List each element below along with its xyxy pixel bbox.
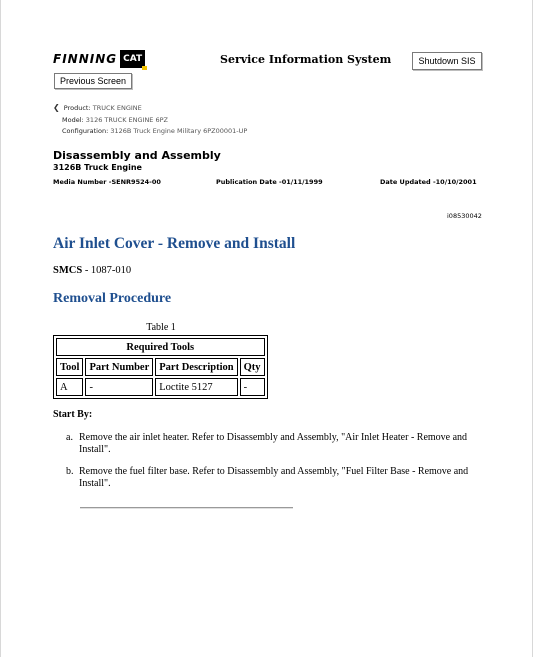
table-title: Required Tools (56, 338, 265, 356)
table-caption: Table 1 (146, 322, 176, 333)
header-part-description: Part Description (155, 358, 237, 376)
list-item (66, 466, 486, 490)
header-tool: Tool (56, 358, 83, 376)
meta-configuration (62, 127, 247, 135)
start-by-label: Start By: (53, 409, 93, 420)
previous-screen-button[interactable]: Previous Screen (54, 73, 132, 89)
subsection-heading: 3126B Truck Engine (53, 163, 142, 172)
step-marker: b. (66, 466, 74, 477)
finning-cat-logo (53, 49, 145, 69)
meta-model (62, 116, 168, 124)
document-id: i08530042 (447, 212, 482, 220)
product-value: TRUCK ENGINE (92, 104, 142, 112)
page-frame-left (0, 0, 1, 657)
logo-word: FINNING (53, 52, 118, 66)
step-marker: a. (66, 432, 73, 443)
back-chevron-icon[interactable]: ❮ (53, 103, 60, 112)
smcs-code (53, 265, 131, 276)
media-number: Media Number -SENR9524-00 (53, 178, 161, 186)
header-part-number: Part Number (85, 358, 153, 376)
config-value: 3126B Truck Engine Military 6PZ00001-UP (110, 127, 248, 135)
system-title: Service Information System (220, 53, 392, 66)
required-tools-table (53, 335, 268, 399)
publication-date: Publication Date -01/11/1999 (216, 178, 323, 186)
step-text: Remove the air inlet heater. Refer to Disassembly and Assembly, "Air Inlet Heater - Remove and Install". (79, 432, 468, 455)
divider (80, 507, 293, 509)
list-item (66, 432, 486, 456)
cell-qty: - (240, 378, 265, 396)
model-key: Model: (62, 116, 84, 124)
smcs-value: - 1087-010 (82, 265, 132, 276)
cell-part-number: - (85, 378, 153, 396)
model-value: 3126 TRUCK ENGINE 6PZ (85, 116, 168, 124)
step-text: Remove the fuel filter base. Refer to Disassembly and Assembly, "Fuel Filter Base - Remove and Install". (79, 466, 469, 489)
document-title: Air Inlet Cover - Remove and Install (53, 235, 296, 252)
shutdown-sis-button[interactable]: Shutdown SIS (412, 52, 482, 70)
date-updated: Date Updated -10/10/2001 (380, 178, 477, 186)
header-qty: Qty (240, 358, 265, 376)
cell-tool: A (56, 378, 83, 396)
removal-heading: Removal Procedure (53, 291, 172, 306)
meta-product (53, 103, 142, 112)
table-row (56, 378, 265, 396)
section-heading: Disassembly and Assembly (53, 149, 221, 162)
product-key: Product: (63, 104, 91, 112)
cell-part-description: Loctite 5127 (155, 378, 237, 396)
config-key: Configuration: (62, 127, 109, 135)
smcs-label: SMCS (53, 265, 83, 276)
logo-badge: CAT (120, 50, 145, 68)
